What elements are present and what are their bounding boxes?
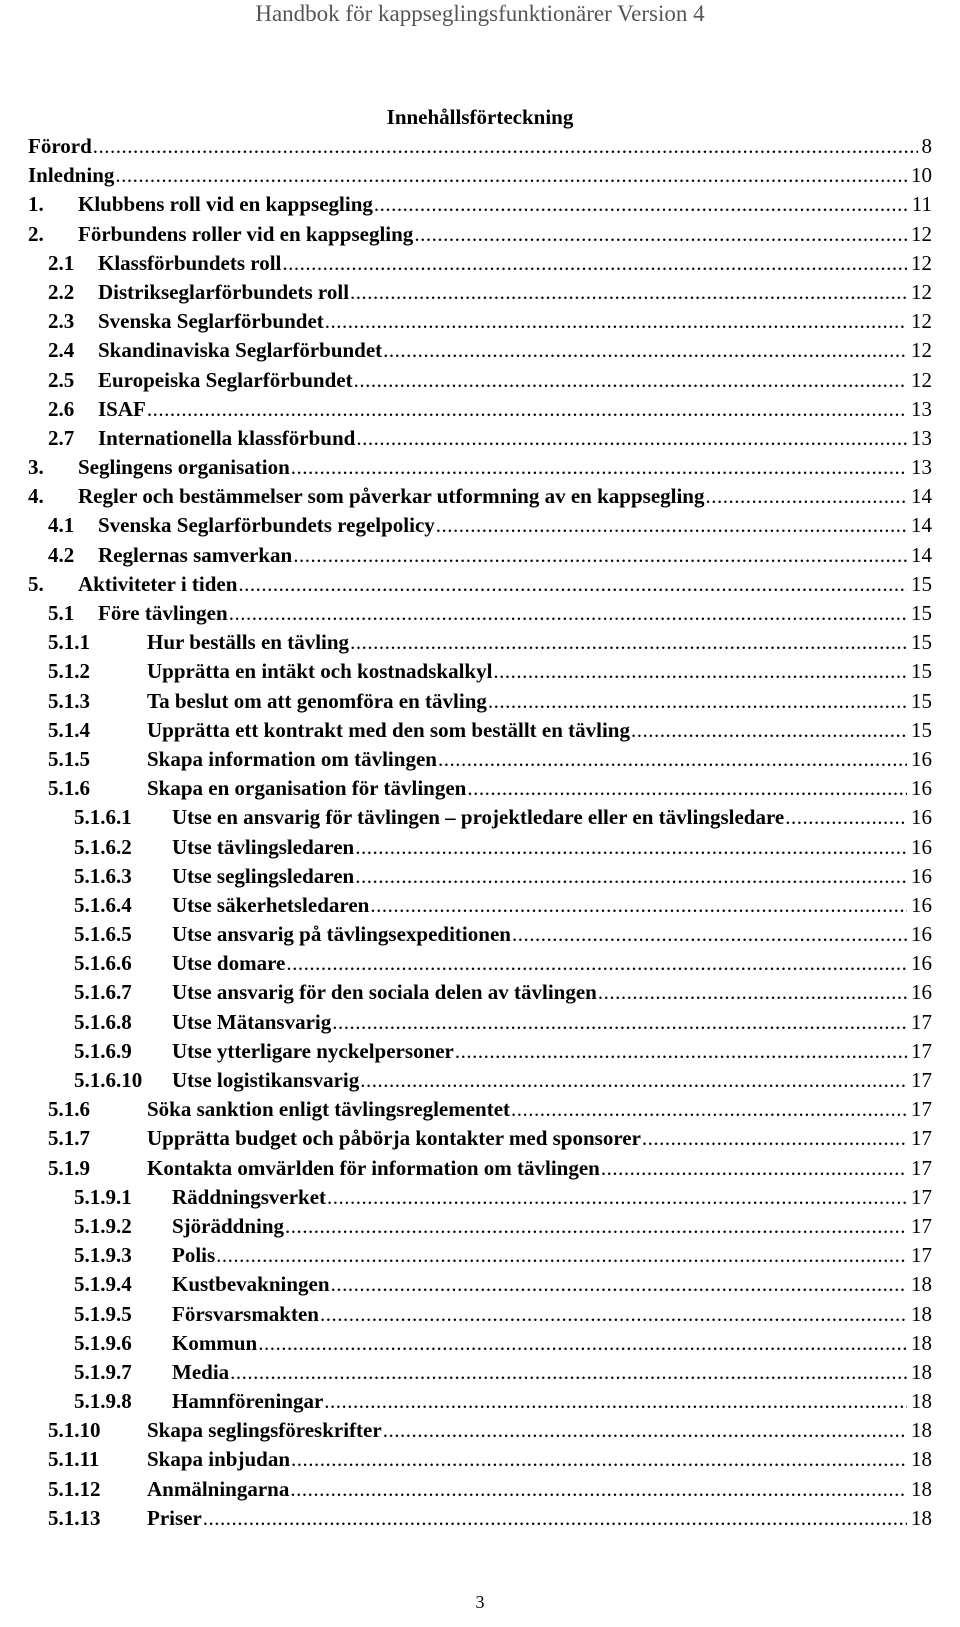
toc-entry[interactable]: [28, 1387, 932, 1416]
toc-entry-number: 5.1.9.3: [74, 1243, 132, 1268]
toc-entry[interactable]: [28, 1329, 932, 1358]
toc-entry[interactable]: [28, 278, 932, 307]
toc-entry-label: Polis: [172, 1241, 216, 1270]
toc-entry-label: Skapa information om tävlingen: [147, 745, 438, 774]
toc-entry[interactable]: [28, 249, 932, 278]
toc-entry-label: Upprätta budget och påbörja kontakter med sponsorer: [147, 1124, 642, 1153]
toc-entry-page: 16: [907, 745, 932, 774]
toc-entry-number: 4.2: [48, 542, 75, 567]
toc-entry-number: 5.1.4: [48, 717, 90, 742]
toc-entry-number: 2.7: [48, 425, 75, 450]
toc-entry-number: 5.1.6.7: [74, 980, 132, 1005]
toc-entry-label: Svenska Seglarförbundets regelpolicy: [98, 511, 436, 540]
toc-entry-page: 14: [907, 511, 932, 540]
toc-entry-number: 5.1.9.7: [74, 1359, 132, 1384]
toc-entry-number: 2.: [28, 221, 44, 246]
toc-entry-label: Förord: [28, 132, 93, 161]
toc-entry-page: 18: [907, 1416, 932, 1445]
toc-entry[interactable]: [28, 949, 932, 978]
toc-entry-label: Utse ansvarig för den sociala delen av tävlingen: [172, 978, 598, 1007]
toc-entry[interactable]: [28, 424, 932, 453]
toc-entry-number: 5.1.10: [48, 1418, 101, 1443]
toc-entry-page: 12: [907, 336, 932, 365]
toc-entry-label: Skapa inbjudan: [147, 1445, 291, 1474]
toc-entry[interactable]: [28, 774, 932, 803]
dot-leader: [705, 482, 907, 511]
table-of-contents: [28, 132, 932, 1533]
dot-leader: [455, 1037, 907, 1066]
toc-entry[interactable]: [28, 657, 932, 686]
toc-entry[interactable]: [28, 511, 932, 540]
toc-entry-page: 18: [907, 1270, 932, 1299]
toc-entry[interactable]: [28, 482, 932, 511]
toc-entry-page: 12: [907, 220, 932, 249]
toc-entry-number: 5.1.6.6: [74, 951, 132, 976]
toc-entry-number: 5.1.12: [48, 1476, 101, 1501]
dot-leader: [598, 978, 907, 1007]
toc-entry-number: 2.1: [48, 250, 75, 275]
dot-leader: [325, 307, 907, 336]
toc-entry-page: 18: [907, 1329, 932, 1358]
toc-entry-number: 5.: [28, 571, 44, 596]
toc-entry-label: Media: [172, 1358, 230, 1387]
toc-entry[interactable]: [28, 745, 932, 774]
toc-entry-number: 5.1.13: [48, 1505, 101, 1530]
toc-entry-number: 2.5: [48, 367, 75, 392]
toc-entry-page: 16: [907, 862, 932, 891]
dot-leader: [354, 366, 907, 395]
dot-leader: [331, 1270, 907, 1299]
toc-entry-page: 14: [907, 541, 932, 570]
toc-entry-page: 17: [907, 1154, 932, 1183]
toc-entry[interactable]: [28, 628, 932, 657]
toc-entry-page: 17: [907, 1037, 932, 1066]
toc-entry-page: 16: [907, 833, 932, 862]
toc-entry-number: 5.1.2: [48, 659, 90, 684]
toc-entry-number: 5.1.3: [48, 688, 90, 713]
toc-entry-number: 4.1: [48, 513, 75, 538]
dot-leader: [285, 1212, 907, 1241]
toc-entry-page: 12: [907, 278, 932, 307]
toc-entry-label: Utse domare: [172, 949, 286, 978]
toc-entry-label: Distrikseglarförbundets roll: [98, 278, 350, 307]
toc-entry-page: 13: [907, 453, 932, 482]
toc-entry-number: 5.1.6.10: [74, 1068, 143, 1092]
dot-leader: [258, 1329, 907, 1358]
dot-leader: [286, 949, 907, 978]
toc-entry-number: 5.1.6.9: [74, 1038, 132, 1063]
toc-entry-page: 17: [907, 1095, 932, 1124]
toc-entry[interactable]: [28, 1154, 932, 1183]
toc-entry-number: 5.1.9.4: [74, 1272, 132, 1297]
toc-title: Innehållsförteckning: [386, 105, 574, 129]
toc-entry[interactable]: [28, 395, 932, 424]
toc-entry-page: 15: [907, 657, 932, 686]
toc-entry[interactable]: [28, 1416, 932, 1445]
toc-entry-label: Utse en ansvarig för tävlingen – projektledare eller en tävlingsledare: [172, 803, 785, 832]
dot-leader: [230, 1358, 907, 1387]
toc-entry-page: 15: [907, 599, 932, 628]
dot-leader: [414, 220, 907, 249]
toc-entry[interactable]: [28, 1445, 932, 1474]
toc-entry[interactable]: [28, 1212, 932, 1241]
dot-leader: [147, 395, 907, 424]
toc-entry[interactable]: [28, 716, 932, 745]
dot-leader: [238, 570, 907, 599]
toc-entry-number: 3.: [28, 455, 44, 480]
dot-leader: [488, 687, 907, 716]
toc-entry-page: 11: [908, 190, 932, 219]
toc-entry-page: 17: [907, 1241, 932, 1270]
toc-entry-label: Upprätta en intäkt och kostnadskalkyl: [147, 657, 493, 686]
toc-entry-page: 12: [907, 307, 932, 336]
toc-entry-page: 13: [907, 424, 932, 453]
toc-entry[interactable]: [28, 1095, 932, 1124]
dot-leader: [282, 249, 907, 278]
toc-entry-page: 15: [907, 628, 932, 657]
toc-entry-label: Utse ansvarig på tävlingsexpeditionen: [172, 920, 512, 949]
toc-entry-label: Aktiviteter i tiden: [78, 570, 238, 599]
toc-entry[interactable]: [28, 862, 932, 891]
toc-entry-number: 5.1.6: [48, 1097, 90, 1122]
dot-leader: [370, 891, 907, 920]
toc-entry[interactable]: [28, 570, 932, 599]
toc-entry[interactable]: [28, 1475, 932, 1504]
toc-entry[interactable]: [28, 1066, 932, 1095]
toc-entry-number: 5.1.5: [48, 746, 90, 771]
toc-entry-page: 16: [907, 949, 932, 978]
toc-entry-page: 18: [907, 1358, 932, 1387]
toc-entry-number: 2.6: [48, 396, 75, 421]
toc-entry-label: Utse ytterligare nyckelpersoner: [172, 1037, 455, 1066]
toc-entry-page: 12: [907, 366, 932, 395]
toc-entry-label: Förbundens roller vid en kappsegling: [78, 220, 414, 249]
dot-leader: [291, 1445, 907, 1474]
toc-entry-page: 18: [907, 1387, 932, 1416]
toc-entry-label: ISAF: [98, 395, 147, 424]
toc-entry-number: 2.4: [48, 338, 75, 363]
toc-entry-number: 5.1.9.5: [74, 1301, 132, 1326]
page-number: 3: [475, 1592, 485, 1612]
toc-entry-label: Klassförbundets roll: [98, 249, 282, 278]
toc-entry[interactable]: [28, 891, 932, 920]
dot-leader: [291, 453, 907, 482]
toc-entry-label: Kustbevakningen: [172, 1270, 331, 1299]
toc-entry-label: Utse Mätansvarig: [172, 1008, 332, 1037]
toc-entry[interactable]: [28, 803, 932, 832]
dot-leader: [293, 541, 907, 570]
toc-entry-page: 15: [907, 687, 932, 716]
toc-entry[interactable]: [28, 1504, 932, 1533]
toc-entry-label: Utse logistikansvarig: [172, 1066, 360, 1095]
toc-entry-label: Ta beslut om att genomföra en tävling: [147, 687, 488, 716]
running-header: Handbok för kappseglingsfunktionärer Version 4: [255, 1, 705, 26]
toc-entry-page: 14: [907, 482, 932, 511]
dot-leader: [229, 599, 907, 628]
toc-entry-page: 17: [907, 1008, 932, 1037]
toc-entry[interactable]: [28, 1358, 932, 1387]
toc-entry[interactable]: [28, 453, 932, 482]
toc-entry[interactable]: [28, 1183, 932, 1212]
toc-entry-number: 2.3: [48, 309, 75, 334]
toc-entry[interactable]: [28, 1270, 932, 1299]
dot-leader: [355, 862, 907, 891]
toc-entry[interactable]: [28, 161, 932, 190]
toc-entry[interactable]: [28, 307, 932, 336]
toc-entry-label: Sjöräddning: [172, 1212, 285, 1241]
dot-leader: [324, 1387, 907, 1416]
dot-leader: [203, 1504, 907, 1533]
toc-entry-label: Söka sanktion enligt tävlingsreglementet: [147, 1095, 511, 1124]
toc-entry-label: Försvarsmakten: [172, 1300, 320, 1329]
dot-leader: [601, 1154, 907, 1183]
toc-entry-number: 5.1: [48, 601, 75, 625]
dot-leader: [631, 716, 907, 745]
toc-entry-label: Räddningsverket: [172, 1183, 327, 1212]
toc-entry-page: 15: [907, 716, 932, 745]
toc-entry-page: 16: [907, 920, 932, 949]
toc-entry-page: 17: [907, 1124, 932, 1153]
toc-entry-number: 5.1.6: [48, 776, 90, 801]
toc-entry-label: Inledning: [28, 161, 115, 190]
dot-leader: [360, 1066, 907, 1095]
toc-entry-label: Utse seglingsledaren: [172, 862, 355, 891]
toc-entry[interactable]: [28, 1124, 932, 1153]
toc-entry[interactable]: [28, 132, 932, 161]
toc-entry-page: 17: [907, 1183, 932, 1212]
dot-leader: [383, 336, 907, 365]
dot-leader: [436, 511, 907, 540]
toc-entry-page: 18: [907, 1300, 932, 1329]
toc-entry-label: Svenska Seglarförbundet: [98, 307, 325, 336]
toc-entry-page: 8: [918, 132, 933, 161]
toc-entry-page: 13: [907, 395, 932, 424]
toc-entry[interactable]: [28, 541, 932, 570]
toc-entry-page: 16: [907, 803, 932, 832]
toc-entry[interactable]: [28, 1008, 932, 1037]
toc-entry-label: Regler och bestämmelser som påverkar utformning av en kappsegling: [78, 482, 705, 511]
toc-entry-label: Klubbens roll vid en kappsegling: [78, 190, 374, 219]
toc-entry-label: Seglingens organisation: [78, 453, 291, 482]
toc-entry-number: 5.1.6.3: [74, 863, 132, 888]
dot-leader: [327, 1183, 907, 1212]
toc-entry-page: 18: [907, 1504, 932, 1533]
toc-entry-label: Priser: [147, 1504, 203, 1533]
toc-entry-label: Reglernas samverkan: [98, 541, 293, 570]
toc-entry-label: Kommun: [172, 1329, 258, 1358]
dot-leader: [216, 1241, 907, 1270]
toc-entry-page: 17: [907, 1066, 932, 1095]
dot-leader: [350, 278, 907, 307]
dot-leader: [493, 657, 907, 686]
toc-entry[interactable]: [28, 599, 932, 628]
toc-entry-label: Skapa en organisation för tävlingen: [147, 774, 467, 803]
dot-leader: [383, 1416, 907, 1445]
toc-entry[interactable]: [28, 687, 932, 716]
toc-entry[interactable]: [28, 366, 932, 395]
toc-entry-number: 5.1.6.5: [74, 922, 132, 947]
toc-entry-label: Kontakta omvärlden för information om tävlingen: [147, 1154, 601, 1183]
toc-entry-label: Anmälningarna: [147, 1475, 290, 1504]
toc-entry-page: 18: [907, 1475, 932, 1504]
toc-entry-number: 4.: [28, 484, 44, 509]
toc-entry-number: 5.1.6.8: [74, 1009, 132, 1034]
dot-leader: [350, 628, 907, 657]
toc-entry-number: 5.1.9.2: [74, 1213, 132, 1238]
toc-entry-number: 5.1.9: [48, 1155, 90, 1180]
toc-entry-number: 2.2: [48, 279, 75, 304]
dot-leader: [374, 190, 908, 219]
toc-entry[interactable]: [28, 1241, 932, 1270]
toc-entry-page: 10: [907, 161, 932, 190]
toc-entry-page: 17: [907, 1212, 932, 1241]
toc-entry-label: Internationella klassförbund: [98, 424, 356, 453]
toc-entry-label: Europeiska Seglarförbundet: [98, 366, 354, 395]
toc-entry-label: Utse tävlingsledaren: [172, 833, 355, 862]
toc-entry[interactable]: [28, 190, 932, 219]
toc-entry-label: Skandinaviska Seglarförbundet: [98, 336, 383, 365]
dot-leader: [438, 745, 907, 774]
dot-leader: [467, 774, 907, 803]
toc-entry[interactable]: [28, 1037, 932, 1066]
toc-entry-number: 5.1.11: [48, 1447, 100, 1472]
dot-leader: [332, 1008, 907, 1037]
dot-leader: [512, 920, 907, 949]
toc-entry-number: 5.1.9.6: [74, 1330, 132, 1355]
toc-entry[interactable]: [28, 220, 932, 249]
dot-leader: [93, 132, 918, 161]
toc-entry-label: Före tävlingen: [98, 599, 229, 628]
toc-entry-page: 12: [907, 249, 932, 278]
dot-leader: [785, 803, 907, 832]
toc-entry-label: Utse säkerhetsledaren: [172, 891, 370, 920]
toc-entry[interactable]: [28, 978, 932, 1007]
toc-entry-label: Skapa seglingsföreskrifter: [147, 1416, 383, 1445]
toc-entry[interactable]: [28, 1300, 932, 1329]
toc-entry-page: 15: [907, 570, 932, 599]
toc-entry-number: 5.1.7: [48, 1126, 90, 1151]
dot-leader: [511, 1095, 907, 1124]
toc-entry-number: 1.: [28, 192, 44, 217]
toc-entry-number: 5.1.6.4: [74, 892, 132, 917]
toc-entry-number: 5.1.9.8: [74, 1389, 132, 1414]
toc-entry-number: 5.1.6.2: [74, 834, 132, 859]
toc-entry-number: 5.1.6.1: [74, 805, 132, 830]
toc-entry-number: 5.1.1: [48, 630, 90, 655]
toc-entry-number: 5.1.9.1: [74, 1184, 132, 1209]
dot-leader: [290, 1475, 907, 1504]
dot-leader: [355, 833, 907, 862]
toc-entry-label: Upprätta ett kontrakt med den som beställt en tävling: [147, 716, 631, 745]
toc-entry-label: Hur beställs en tävling: [147, 628, 350, 657]
dot-leader: [642, 1124, 907, 1153]
toc-entry-page: 16: [907, 774, 932, 803]
toc-entry-page: 18: [907, 1445, 932, 1474]
toc-entry[interactable]: [28, 920, 932, 949]
toc-entry-page: 16: [907, 891, 932, 920]
toc-entry[interactable]: [28, 336, 932, 365]
dot-leader: [320, 1300, 907, 1329]
dot-leader: [356, 424, 907, 453]
toc-entry-label: Hamnföreningar: [172, 1387, 324, 1416]
dot-leader: [115, 161, 907, 190]
toc-entry[interactable]: [28, 833, 932, 862]
toc-entry-page: 16: [907, 978, 932, 1007]
